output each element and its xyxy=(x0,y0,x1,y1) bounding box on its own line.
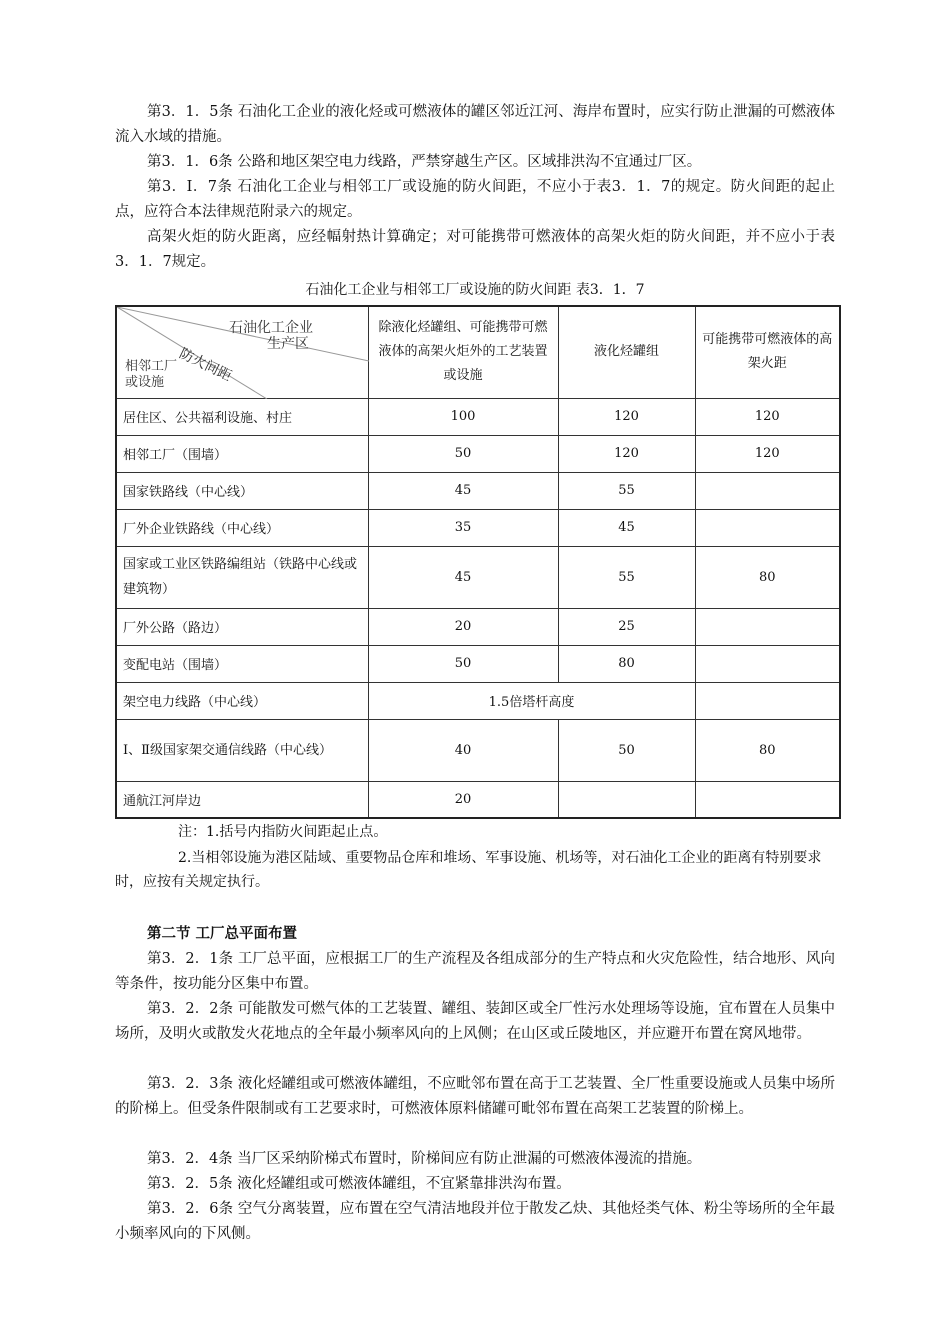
fire-distance-table xyxy=(115,305,841,819)
table-row xyxy=(116,608,840,645)
cell-lpg: 55 xyxy=(558,472,695,509)
paragraph-3-1-6: 第3．1．6条 公路和地区架空电力线路，严禁穿越生产区。区域排洪沟不宜通过厂区。 xyxy=(147,154,702,170)
table-row xyxy=(116,509,840,546)
cell-flare xyxy=(695,608,840,645)
row-label: Ⅰ、Ⅱ级国家架交通信线路（中心线） xyxy=(116,719,368,781)
cell-process: 45 xyxy=(368,472,558,509)
cell-process: 50 xyxy=(368,645,558,682)
paragraph-3-1-5: 第3．1．5条 石油化工企业的液化烃或可燃液体的罐区邻近江河、海岸布置时，应实行防止泄漏的可燃液体流入水域的措施。 xyxy=(115,104,835,145)
paragraph-3-2-3: 第3．2．3条 液化烃罐组或可燃液体罐组，不应毗邻布置在高于工艺装置、全厂性重要设施或人员集中场所的阶梯上。但受条件限制或有工艺要求时，可燃液体原料储罐可毗邻布置在高架工艺装置的阶梯上。 xyxy=(115,1076,835,1117)
cell-merged: 1.5倍塔杆高度 xyxy=(368,682,695,719)
corner-label-production-area: 生产区 xyxy=(267,336,309,352)
cell-lpg: 25 xyxy=(558,608,695,645)
cell-process: 35 xyxy=(368,509,558,546)
cell-flare xyxy=(695,645,840,682)
table-row xyxy=(116,398,840,435)
cell-process: 20 xyxy=(368,608,558,645)
cell-lpg: 45 xyxy=(558,509,695,546)
col-header-process-units: 除液化烃罐组、可能携带可燃液体的高架火炬外的工艺装置或设施 xyxy=(368,306,558,398)
paragraph-3-2-5: 第3．2．5条 液化烃罐组或可燃液体罐组，不宜紧靠排洪沟布置。 xyxy=(147,1176,571,1192)
paragraph-3-2-1: 第3．2．1条 工厂总平面，应根据工厂的生产流程及各组成部分的生产特点和火灾危险性，结合地形、风向等条件，按功能分区集中布置。 xyxy=(115,951,835,992)
cell-flare xyxy=(695,682,840,719)
table-row xyxy=(116,472,840,509)
table-note-2: 2.当相邻设施为港区陆域、重要物品仓库和堆场、军事设施、机场等，对石油化工企业的距离有特别要求时，应按有关规定执行。 xyxy=(115,850,822,890)
row-label: 厂外企业铁路线（中心线） xyxy=(116,509,368,546)
col-header-lpg-tanks: 液化烃罐组 xyxy=(558,306,695,398)
table-corner-cell xyxy=(116,306,368,398)
row-label: 相邻工厂（围墙） xyxy=(116,435,368,472)
cell-lpg: 80 xyxy=(558,645,695,682)
cell-flare: 120 xyxy=(695,398,840,435)
row-label: 通航江河岸边 xyxy=(116,781,368,818)
cell-flare: 80 xyxy=(695,719,840,781)
cell-process: 40 xyxy=(368,719,558,781)
row-label: 变配电站（围墙） xyxy=(116,645,368,682)
row-label: 国家或工业区铁路编组站（铁路中心线或建筑物） xyxy=(116,546,368,608)
table-row xyxy=(116,435,840,472)
corner-label-facility: 或设施 xyxy=(125,375,165,390)
cell-flare xyxy=(695,472,840,509)
table-row xyxy=(116,546,840,608)
paragraph-3-2-4: 第3．2．4条 当厂区采纳阶梯式布置时，阶梯间应有防止泄漏的可燃液体漫流的措施。 xyxy=(147,1151,702,1167)
cell-process: 45 xyxy=(368,546,558,608)
table-row xyxy=(116,645,840,682)
paragraph-flare-distance: 高架火炬的防火距离，应经幅射热计算确定；对可能携带可燃液体的高架火炬的防火间距，并不应小于表3．1．7规定。 xyxy=(115,229,835,270)
table-row xyxy=(116,781,840,818)
table-row xyxy=(116,682,840,719)
table-note-1: 注：1.括号内指防火间距起止点。 xyxy=(178,824,388,840)
corner-label-enterprise: 石油化工企业 xyxy=(229,320,313,336)
corner-label-fire-distance: 防火间距 xyxy=(176,345,235,385)
cell-lpg: 120 xyxy=(558,435,695,472)
cell-lpg: 55 xyxy=(558,546,695,608)
cell-process: 50 xyxy=(368,435,558,472)
table-row xyxy=(116,719,840,781)
corner-label-neighbor: 相邻工厂 xyxy=(125,359,178,374)
cell-process: 20 xyxy=(368,781,558,818)
row-label: 架空电力线路（中心线） xyxy=(116,682,368,719)
cell-process: 100 xyxy=(368,398,558,435)
paragraph-3-2-2: 第3．2．2条 可能散发可燃气体的工艺装置、罐组、装卸区或全厂性污水处理场等设施，宜布置在人员集中场所，及明火或散发火花地点的全年最小频率风向的上风侧；在山区或丘陵地区，并应避开布置在窝风地带。 xyxy=(115,1001,835,1042)
section-title: 第二节 工厂总平面布置 xyxy=(147,926,298,942)
cell-flare: 80 xyxy=(695,546,840,608)
table-caption: 石油化工企业与相邻工厂或设施的防火间距 表3．1．7 xyxy=(305,282,645,298)
row-label: 国家铁路线（中心线） xyxy=(116,472,368,509)
cell-flare: 120 xyxy=(695,435,840,472)
row-label: 居住区、公共福利设施、村庄 xyxy=(116,398,368,435)
cell-lpg xyxy=(558,781,695,818)
cell-flare xyxy=(695,509,840,546)
paragraph-3-2-6: 第3．2．6条 空气分离装置，应布置在空气清洁地段并位于散发乙炔、其他烃类气体、粉尘等场所的全年最小频率风向的下风侧。 xyxy=(115,1201,835,1242)
cell-lpg: 120 xyxy=(558,398,695,435)
paragraph-3-1-7: 第3．I．7条 石油化工企业与相邻工厂或设施的防火间距，不应小于表3．1．7的规定。防火间距的起止点，应符合本法律规范附录六的规定。 xyxy=(115,179,835,220)
cell-flare xyxy=(695,781,840,818)
cell-lpg: 50 xyxy=(558,719,695,781)
col-header-flare: 可能携带可燃液体的高架火距 xyxy=(695,306,840,398)
row-label: 厂外公路（路边） xyxy=(116,608,368,645)
table-header-row xyxy=(116,306,840,398)
